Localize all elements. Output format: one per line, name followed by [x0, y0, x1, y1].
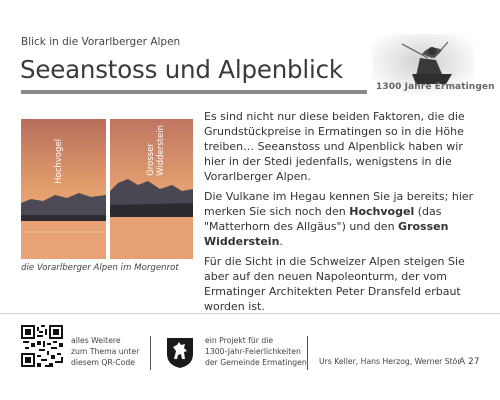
hochvogel-photo: [21, 119, 106, 259]
footer-divider: [0, 313, 500, 314]
authors: Urs Keller, Hans Herzog, Werner Stör: [319, 357, 461, 366]
kicker-text: Blick in die Vorarlberger Alpen: [21, 36, 181, 48]
page-number: A 27: [459, 357, 480, 367]
footer-separator: [307, 336, 308, 370]
paragraph-2: Die Vulkane im Hegau kennen Sie ja bereits; hier merken Sie sich noch den Hochvogel (das "Matterhorn des Allgäus") und den Grossen Widderstein.: [204, 190, 474, 248]
qr-note: alles Weitere zum Thema unter diesem QR-Code: [71, 336, 140, 367]
page-title: Seeanstoss und Alpenblick: [20, 55, 343, 84]
title-underline: [21, 90, 367, 94]
highlight-widderstein: Grossen Widderstein: [204, 220, 449, 248]
photo-caption: die Vorarlberger Alpen im Morgenrot: [21, 263, 179, 273]
paragraph-3: Für die Sicht in die Schweizer Alpen steigen Sie aber auf den neuen Napoleonturm, der vom Ermatinger Architekten Peter Dransfeld erbaut worden ist.: [204, 255, 465, 313]
paragraph-1: Es sind nicht nur diese beiden Faktoren, die die Grundstückpreise in Ermatingen so in die Höhe treiben… Seeanstoss und Alpenblick haben wir hier in der Stedi jedenfalls, wenigstens in die Vorarlberger Alpen.: [204, 110, 465, 183]
logo-label: 1300 Jahre Ermatingen: [376, 82, 495, 92]
photo-label-hochvogel: Hochvogel: [54, 139, 64, 184]
municipal-crest-icon: [166, 337, 194, 369]
photo-label-widderstein: Grosser Widderstein: [146, 125, 166, 176]
highlight-hochvogel: Hochvogel: [349, 205, 415, 218]
footer-separator: [150, 336, 151, 370]
qr-code[interactable]: [21, 325, 63, 367]
widderstein-photo: [110, 119, 193, 259]
project-note: ein Projekt für die 1300-Jahr-Feierlichkeiten der Gemeinde Ermatingen: [205, 336, 307, 367]
article-body: [204, 109, 480, 319]
